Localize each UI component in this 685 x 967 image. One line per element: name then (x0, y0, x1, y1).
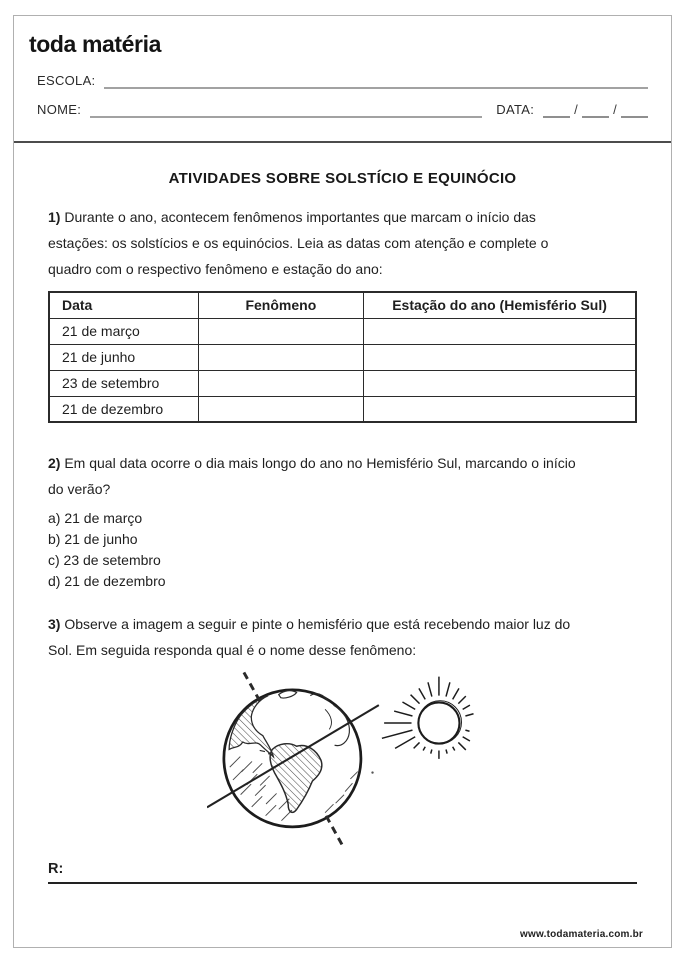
estacao-answer-cell[interactable] (364, 370, 636, 396)
option-c[interactable]: c) 23 de setembro (48, 552, 161, 568)
question-1 (48, 204, 637, 282)
table-row (49, 370, 636, 396)
column-header-data: Data (49, 292, 198, 318)
question-3-line (48, 611, 637, 637)
date-cell: 21 de março (49, 318, 198, 344)
question-2-number: 2) (48, 455, 61, 471)
fenomeno-answer-cell[interactable] (198, 370, 364, 396)
data-label: DATA: (496, 102, 535, 117)
date-separator: / (574, 102, 579, 117)
earth-globe[interactable] (207, 672, 379, 846)
answer-section (48, 861, 637, 884)
column-header-fenomeno: Fenômeno (198, 292, 364, 318)
worksheet-page (13, 15, 672, 948)
table-row (49, 318, 636, 344)
worksheet-header (14, 16, 671, 118)
answer-label: R: (48, 861, 64, 877)
question-2-options (48, 508, 637, 592)
question-3-line: Sol. Em seguida responda qual é o nome desse fenômeno: (48, 642, 417, 658)
site-url[interactable]: www.todamateria.com.br (520, 929, 643, 940)
earth-sun-illustration (207, 667, 479, 855)
date-separator: / (613, 102, 617, 117)
answer-input-line[interactable] (48, 882, 637, 884)
worksheet-content (14, 170, 671, 884)
question-3-number: 3) (48, 616, 61, 632)
estacao-answer-cell[interactable] (364, 344, 636, 370)
question-3-text: Observe a imagem a seguir e pinte o hemisfério que está recebendo maior luz do (64, 616, 571, 632)
question-1-line (48, 204, 637, 230)
question-3 (48, 611, 637, 663)
ink-dot (371, 771, 373, 773)
question-1-line: estações: os solstícios e os equinócios. Leia as datas com atenção e complete o (48, 235, 549, 251)
axis-dash-bottom (326, 816, 343, 847)
table-row (49, 396, 636, 422)
option-d[interactable]: d) 21 de dezembro (48, 573, 166, 589)
question-1-line: quadro com o respectivo fenômeno e estação do ano: (48, 261, 383, 277)
solstice-equinox-table (48, 291, 637, 423)
estacao-answer-cell[interactable] (364, 318, 636, 344)
question-2 (48, 450, 637, 592)
fenomeno-answer-cell[interactable] (198, 318, 364, 344)
fenomeno-answer-cell[interactable] (198, 344, 364, 370)
date-cell: 21 de junho (49, 344, 198, 370)
date-cell: 21 de dezembro (49, 396, 198, 422)
question-1-text: Durante o ano, acontecem fenômenos importantes que marcam o início das (64, 209, 536, 225)
nome-input-line[interactable] (90, 103, 482, 118)
escola-label: ESCOLA: (37, 73, 96, 88)
question-2-line: do verão? (48, 481, 111, 497)
fenomeno-answer-cell[interactable] (198, 396, 364, 422)
date-cell: 23 de setembro (49, 370, 198, 396)
escola-input-line[interactable] (104, 74, 648, 89)
table-row (49, 344, 636, 370)
sun-icon (381, 677, 473, 759)
date-day-line[interactable] (543, 103, 570, 118)
escola-field-row (37, 73, 648, 89)
table-header-row (49, 292, 636, 318)
nome-field-row (37, 102, 648, 118)
option-a[interactable]: a) 21 de março (48, 510, 143, 526)
option-b[interactable]: b) 21 de junho (48, 531, 138, 547)
nome-label: NOME: (37, 102, 82, 117)
toda-materia-logo: toda matéria (29, 31, 161, 57)
question-2-line (48, 450, 637, 476)
date-year-line[interactable] (621, 103, 648, 118)
header-divider (14, 141, 671, 143)
axis-dash-top (243, 672, 259, 700)
estacao-answer-cell[interactable] (364, 396, 636, 422)
column-header-estacao: Estação do ano (Hemisfério Sul) (364, 292, 636, 318)
question-1-number: 1) (48, 209, 61, 225)
page-title: ATIVIDADES SOBRE SOLSTÍCIO E EQUINÓCIO (168, 170, 517, 187)
question-2-text: Em qual data ocorre o dia mais longo do ano no Hemisfério Sul, marcando o início (64, 455, 576, 471)
date-month-line[interactable] (582, 103, 609, 118)
